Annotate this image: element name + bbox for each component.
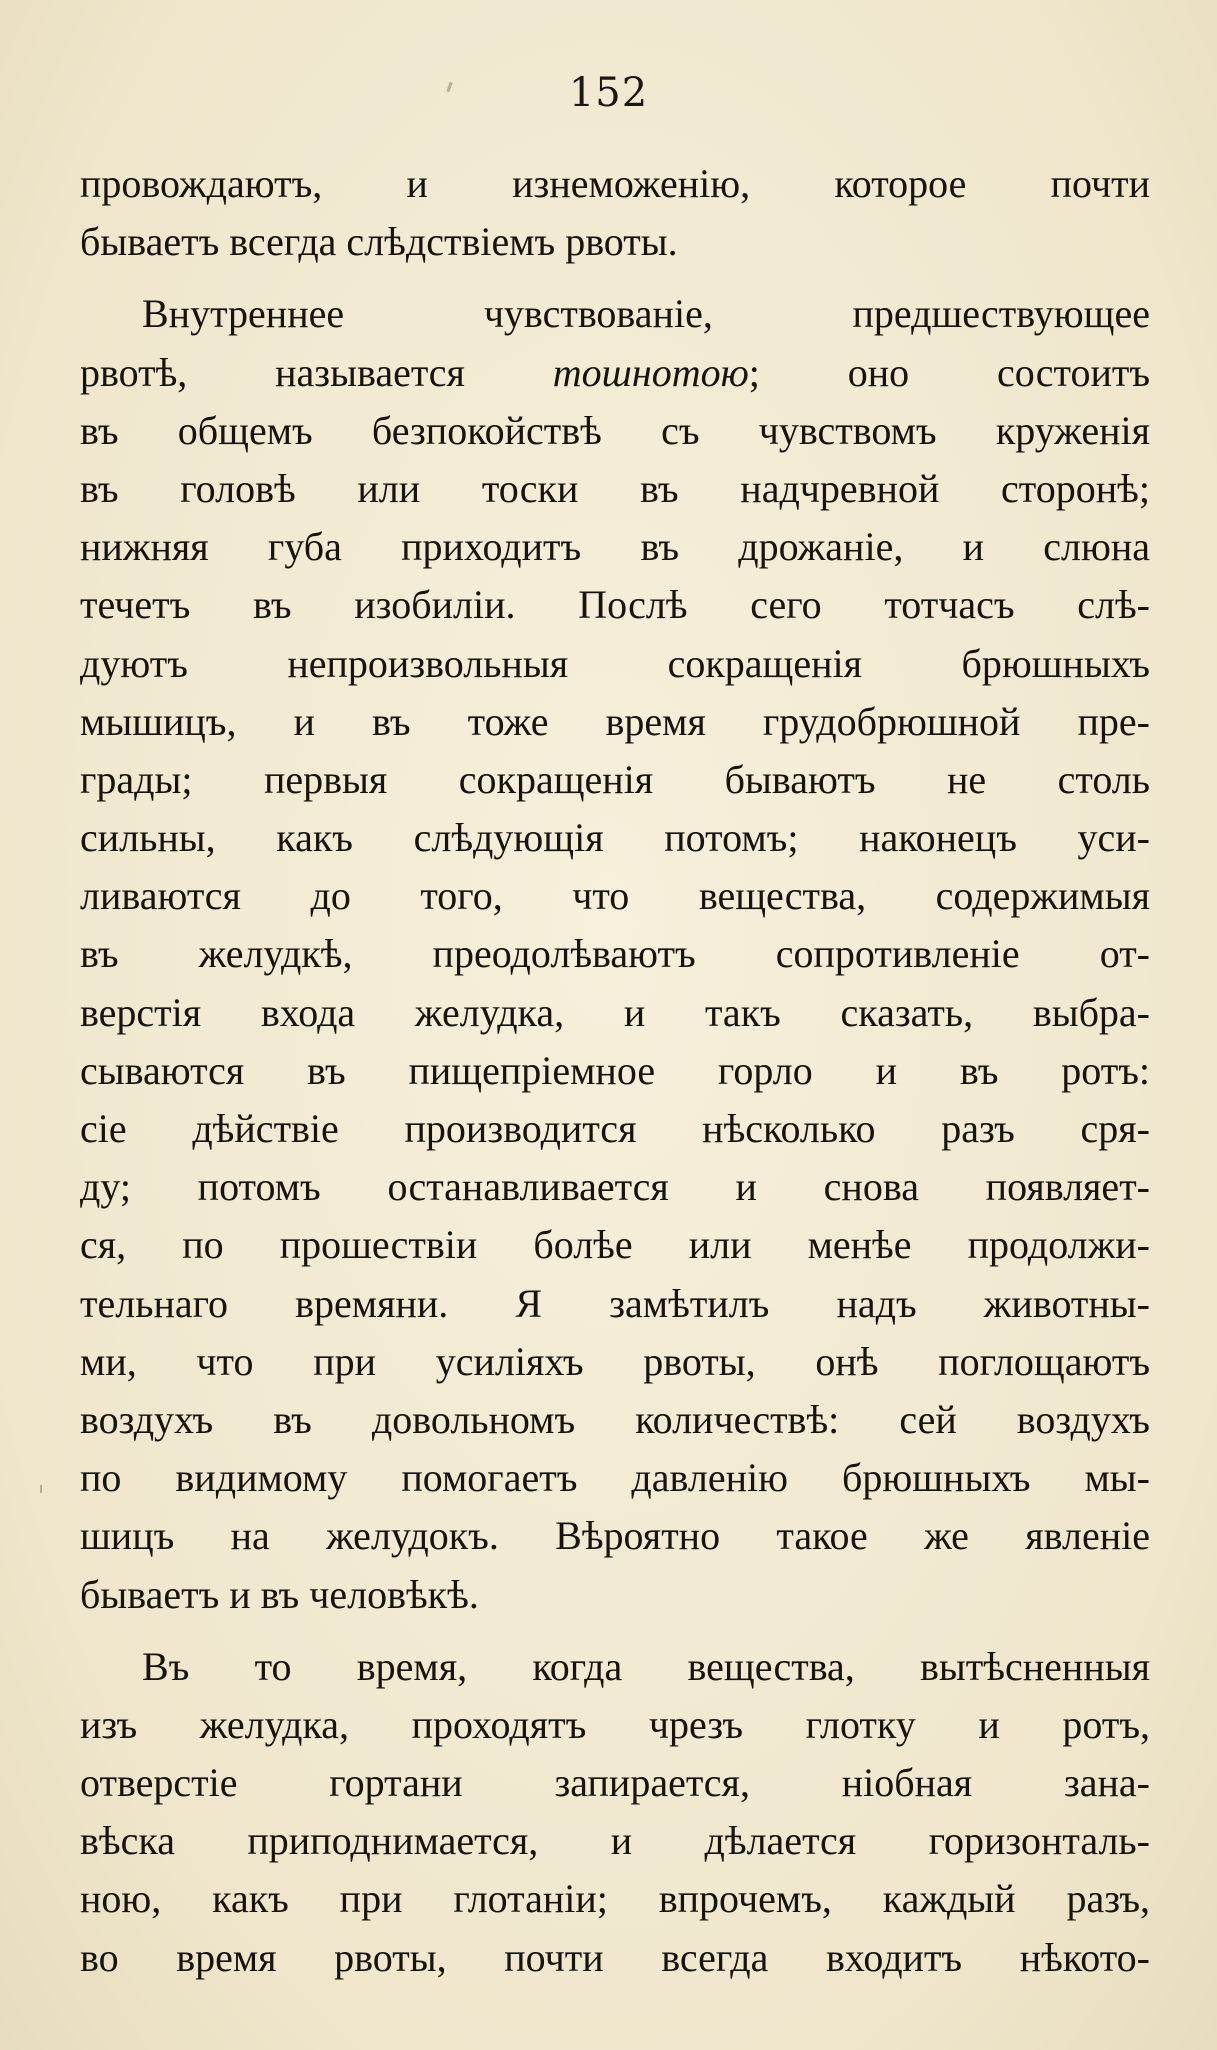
page-body-text <box>80 155 1150 1987</box>
text-line: сываются въ пищепріемное горло и въ ротъ: <box>80 1047 1150 1093</box>
text-line: во время рвоты, почти всегда входитъ нѣкото- <box>80 1934 1150 1980</box>
text-line: сіе дѣйствіе производится нѣсколько разъ сря- <box>80 1106 1150 1151</box>
text-line: въ желудкѣ, преодолѣваютъ сопротивленіе от- <box>80 931 1150 977</box>
text-line: провождаютъ, и изнеможенію, которое почти <box>80 161 1150 206</box>
text-line: грады; первыя сокращенія бываютъ не столь <box>80 756 1150 802</box>
text-line: Внутреннее чувствованіе, предшествующее <box>142 291 1150 337</box>
text-line: рвотѣ, называется тошнотою; оно состоитъ <box>80 349 1150 395</box>
text-line: въ головѣ или тоски въ надчревной сторонѣ; <box>80 465 1150 511</box>
text-line: воздухъ въ довольномъ количествѣ: сей воздухъ <box>80 1396 1150 1442</box>
text-line: верстія входа желудка, и такъ сказать, выбра- <box>80 989 1150 1035</box>
text-line: тельнаго времяни. Я замѣтилъ надъ животны- <box>80 1280 1150 1326</box>
text-line: ми, что при усиліяхъ рвоты, онѣ поглощаютъ <box>80 1338 1150 1384</box>
text-line: вѣска приподнимается, и дѣлается горизонталь- <box>80 1818 1150 1864</box>
text-line: дуютъ непроизвольныя сокращенія брюшныхъ <box>80 640 1150 686</box>
text-line: отверстіе гортани запирается, ніобная зана- <box>80 1760 1150 1806</box>
text-line: шицъ на желудокъ. Вѣроятно такое же явленіе <box>80 1513 1150 1559</box>
text-line: ду; потомъ останавливается и снова появляет- <box>80 1164 1150 1210</box>
text-line: нижняя губа приходитъ въ дрожаніе, и слюна <box>80 524 1150 570</box>
text-line: ною, какъ при глотаніи; впрочемъ, каждый разъ, <box>80 1876 1150 1922</box>
text-line: бываетъ всегда слѣдствіемъ рвоты. <box>80 219 678 265</box>
text-line: мышицъ, и въ тоже время грудобрюшной пре- <box>80 698 1150 744</box>
text-line: изъ желудка, проходятъ чрезъ глотку и ротъ, <box>80 1701 1150 1747</box>
text-line: по видимому помогаетъ давленію брюшныхъ мы- <box>80 1455 1150 1501</box>
text-line: течетъ въ изобиліи. Послѣ сего тотчасъ слѣ- <box>80 582 1150 628</box>
page-number: 152 <box>568 70 649 116</box>
text-line: ся, по прошествіи болѣе или менѣе продолжи- <box>80 1222 1150 1268</box>
text-line: сильны, какъ слѣдующія потомъ; наконецъ уси- <box>80 815 1150 861</box>
text-line: ливаются до того, что вещества, содержимыя <box>80 873 1150 919</box>
paper-speck <box>40 1485 42 1493</box>
text-line: Въ то время, когда вещества, вытѣсненныя <box>142 1643 1150 1689</box>
text-line: въ общемъ безпокойствѣ съ чувствомъ круженія <box>80 407 1150 453</box>
text-line: бываетъ и въ человѣкѣ. <box>80 1571 479 1617</box>
